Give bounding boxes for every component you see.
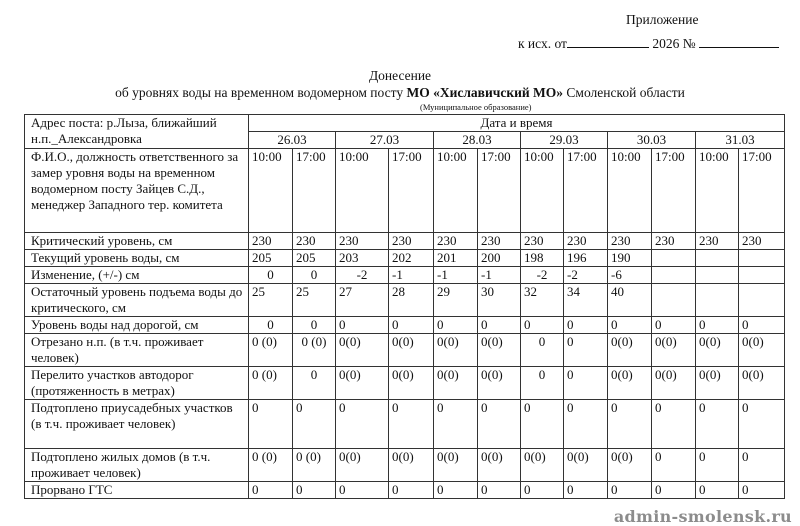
value-cell (696, 267, 739, 284)
row-label: Подтоплено приусадебных участков (в т.ч. проживает человек) (25, 400, 249, 449)
header-row-1 (25, 115, 785, 132)
value-cell: 0 (0) (293, 449, 336, 482)
value-cell: 0 (389, 317, 434, 334)
value-cell: 0(0) (564, 449, 608, 482)
time-header-cell: 17:00 (564, 149, 608, 233)
value-cell: 0 (336, 482, 389, 499)
value-cell: 0(0) (608, 449, 652, 482)
value-cell: 0 (434, 317, 478, 334)
value-cell: 0(0) (478, 449, 521, 482)
watermark: admin-smolensk.ru (613, 507, 792, 526)
value-cell: -1 (478, 267, 521, 284)
value-cell: 0 (389, 400, 434, 449)
value-cell: 0 (389, 482, 434, 499)
value-cell: 230 (434, 233, 478, 250)
value-cell: 230 (478, 233, 521, 250)
table-row (25, 284, 785, 317)
value-cell: 0(0) (389, 449, 434, 482)
time-header-cell: 17:00 (652, 149, 696, 233)
value-cell: 230 (696, 233, 739, 250)
value-cell: 0(0) (336, 449, 389, 482)
value-cell: 0(0) (336, 334, 389, 367)
table-row (25, 367, 785, 400)
value-cell: -2 (564, 267, 608, 284)
value-cell: 230 (293, 233, 336, 250)
date-header-cell: 27.03 (336, 132, 434, 149)
value-cell: 196 (564, 250, 608, 267)
value-cell: 0 (434, 482, 478, 499)
time-header-cell: 17:00 (293, 149, 336, 233)
value-cell: 190 (608, 250, 652, 267)
value-cell: 202 (389, 250, 434, 267)
value-cell: 230 (249, 233, 293, 250)
value-cell: 0 (696, 317, 739, 334)
value-cell: 0 (293, 267, 336, 284)
value-cell: 230 (608, 233, 652, 250)
value-cell: 28 (389, 284, 434, 317)
subtitle-mo: МО «Хиславичский МО» (406, 85, 564, 100)
datetime-header: Дата и время (249, 115, 785, 132)
value-cell: 230 (389, 233, 434, 250)
date-header-cell: 28.03 (434, 132, 521, 149)
value-cell: 198 (521, 250, 564, 267)
document-subtitle (0, 85, 800, 101)
value-cell: 40 (608, 284, 652, 317)
value-cell: 0(0) (434, 449, 478, 482)
appendix-label: Приложение (626, 12, 699, 27)
value-cell: 0 (564, 334, 608, 367)
value-cell: 205 (249, 250, 293, 267)
value-cell: 201 (434, 250, 478, 267)
value-cell: 0 (478, 400, 521, 449)
ref-prefix: к исх. от (518, 36, 567, 51)
table-row (25, 400, 785, 449)
time-header-cell: 10:00 (521, 149, 564, 233)
table-row (25, 267, 785, 284)
value-cell: 0(0) (521, 449, 564, 482)
value-cell: 230 (336, 233, 389, 250)
value-cell (696, 284, 739, 317)
value-cell: 0 (0) (249, 449, 293, 482)
value-cell (739, 284, 785, 317)
value-cell: 0 (739, 400, 785, 449)
value-cell: 32 (521, 284, 564, 317)
table-row (25, 449, 785, 482)
value-cell: -2 (336, 267, 389, 284)
value-cell (652, 267, 696, 284)
value-cell: 0(0) (434, 334, 478, 367)
value-cell: 0 (478, 317, 521, 334)
time-row (25, 149, 785, 233)
row-label: Уровень воды над дорогой, см (25, 317, 249, 334)
value-cell: -1 (389, 267, 434, 284)
value-cell: 0 (521, 367, 564, 400)
value-cell: 29 (434, 284, 478, 317)
ref-year: 2026 № (652, 36, 696, 51)
value-cell: 0 (521, 317, 564, 334)
value-cell: 0 (739, 449, 785, 482)
value-cell: 0 (696, 449, 739, 482)
reference-line (518, 34, 779, 52)
ref-number-blank (699, 34, 779, 48)
value-cell: -1 (434, 267, 478, 284)
value-cell: 200 (478, 250, 521, 267)
value-cell: 0 (521, 400, 564, 449)
value-cell: 0(0) (652, 367, 696, 400)
value-cell: 203 (336, 250, 389, 267)
value-cell: 0 (739, 317, 785, 334)
value-cell: 0 (293, 482, 336, 499)
value-cell: 230 (739, 233, 785, 250)
ref-date-blank (567, 34, 649, 48)
value-cell: 230 (521, 233, 564, 250)
row-label: Прорвано ГТС (25, 482, 249, 499)
time-header-cell: 10:00 (249, 149, 293, 233)
date-header-cell: 26.03 (249, 132, 336, 149)
value-cell: 0 (652, 317, 696, 334)
water-level-report-table (24, 114, 785, 499)
value-cell: 0 (0) (249, 367, 293, 400)
value-cell (739, 250, 785, 267)
value-cell: 205 (293, 250, 336, 267)
value-cell: 0 (696, 400, 739, 449)
address-cell: Адрес поста: р.Лыза, ближайший н.п._Александровка (25, 115, 249, 149)
value-cell: 0(0) (739, 334, 785, 367)
value-cell: 34 (564, 284, 608, 317)
value-cell: 25 (249, 284, 293, 317)
value-cell: 230 (652, 233, 696, 250)
value-cell: 230 (564, 233, 608, 250)
time-header-cell: 17:00 (739, 149, 785, 233)
value-cell: 0 (652, 482, 696, 499)
value-cell: 0 (249, 400, 293, 449)
time-header-cell: 17:00 (389, 149, 434, 233)
value-cell: 0 (478, 482, 521, 499)
row-label: Изменение, (+/-) см (25, 267, 249, 284)
value-cell: 30 (478, 284, 521, 317)
row-label: Перелито участков автодорог (протяженность в метрах) (25, 367, 249, 400)
value-cell: 0(0) (434, 367, 478, 400)
value-cell: 0 (293, 367, 336, 400)
time-header-cell: 10:00 (336, 149, 389, 233)
row-label: Текущий уровень воды, см (25, 250, 249, 267)
value-cell (652, 250, 696, 267)
value-cell: 0 (0) (249, 334, 293, 367)
municipality-note: (Муниципальное образование) (420, 102, 532, 112)
value-cell: 0 (521, 334, 564, 367)
row-label: Подтоплено жилых домов (в т.ч. проживает человек) (25, 449, 249, 482)
value-cell: 0(0) (739, 367, 785, 400)
value-cell: -2 (521, 267, 564, 284)
subtitle-suffix: Смоленской области (566, 85, 685, 100)
row-label: Критический уровень, см (25, 233, 249, 250)
subtitle-prefix: об уровнях воды на временном водомерном посту (115, 85, 404, 100)
value-cell: 0 (336, 400, 389, 449)
row-label: Остаточный уровень подъема воды до критического, см (25, 284, 249, 317)
value-cell: 0(0) (336, 367, 389, 400)
responsible-cell: Ф.И.О., должность ответственного за замер уровня воды на временном водомерном посту Зайцев С.Д., менеджер Западного тер. комитета (25, 149, 249, 233)
time-header-cell: 10:00 (608, 149, 652, 233)
value-cell: 0 (564, 367, 608, 400)
value-cell: 0 (521, 482, 564, 499)
value-cell: 0 (608, 482, 652, 499)
value-cell: 27 (336, 284, 389, 317)
value-cell: 0 (608, 400, 652, 449)
value-cell: 0 (249, 317, 293, 334)
time-header-cell: 17:00 (478, 149, 521, 233)
value-cell: 0 (652, 449, 696, 482)
value-cell: 0(0) (478, 367, 521, 400)
value-cell (696, 250, 739, 267)
value-cell (652, 284, 696, 317)
value-cell: -6 (608, 267, 652, 284)
value-cell: 25 (293, 284, 336, 317)
value-cell: 0 (293, 400, 336, 449)
value-cell: 0 (249, 267, 293, 284)
value-cell: 0 (336, 317, 389, 334)
table-row (25, 317, 785, 334)
table-body (25, 115, 785, 499)
value-cell: 0 (739, 482, 785, 499)
value-cell: 0 (564, 317, 608, 334)
value-cell: 0(0) (478, 334, 521, 367)
value-cell: 0(0) (389, 334, 434, 367)
value-cell: 0 (564, 482, 608, 499)
date-header-cell: 30.03 (608, 132, 696, 149)
date-header-cell: 29.03 (521, 132, 608, 149)
value-cell: 0 (652, 400, 696, 449)
value-cell: 0 (249, 482, 293, 499)
document-title: Донесение (368, 68, 432, 83)
value-cell (739, 267, 785, 284)
value-cell: 0(0) (608, 367, 652, 400)
table-row (25, 482, 785, 499)
time-header-cell: 10:00 (696, 149, 739, 233)
table-row (25, 233, 785, 250)
value-cell: 0 (293, 317, 336, 334)
value-cell: 0 (0) (293, 334, 336, 367)
value-cell: 0(0) (389, 367, 434, 400)
value-cell: 0 (608, 317, 652, 334)
row-label: Отрезано н.п. (в т.ч. проживает человек) (25, 334, 249, 367)
time-header-cell: 10:00 (434, 149, 478, 233)
date-header-cell: 31.03 (696, 132, 785, 149)
value-cell: 0 (564, 400, 608, 449)
table-row (25, 250, 785, 267)
value-cell: 0 (434, 400, 478, 449)
value-cell: 0(0) (696, 334, 739, 367)
value-cell: 0 (696, 482, 739, 499)
value-cell: 0(0) (652, 334, 696, 367)
table-row (25, 334, 785, 367)
value-cell: 0(0) (608, 334, 652, 367)
value-cell: 0(0) (696, 367, 739, 400)
